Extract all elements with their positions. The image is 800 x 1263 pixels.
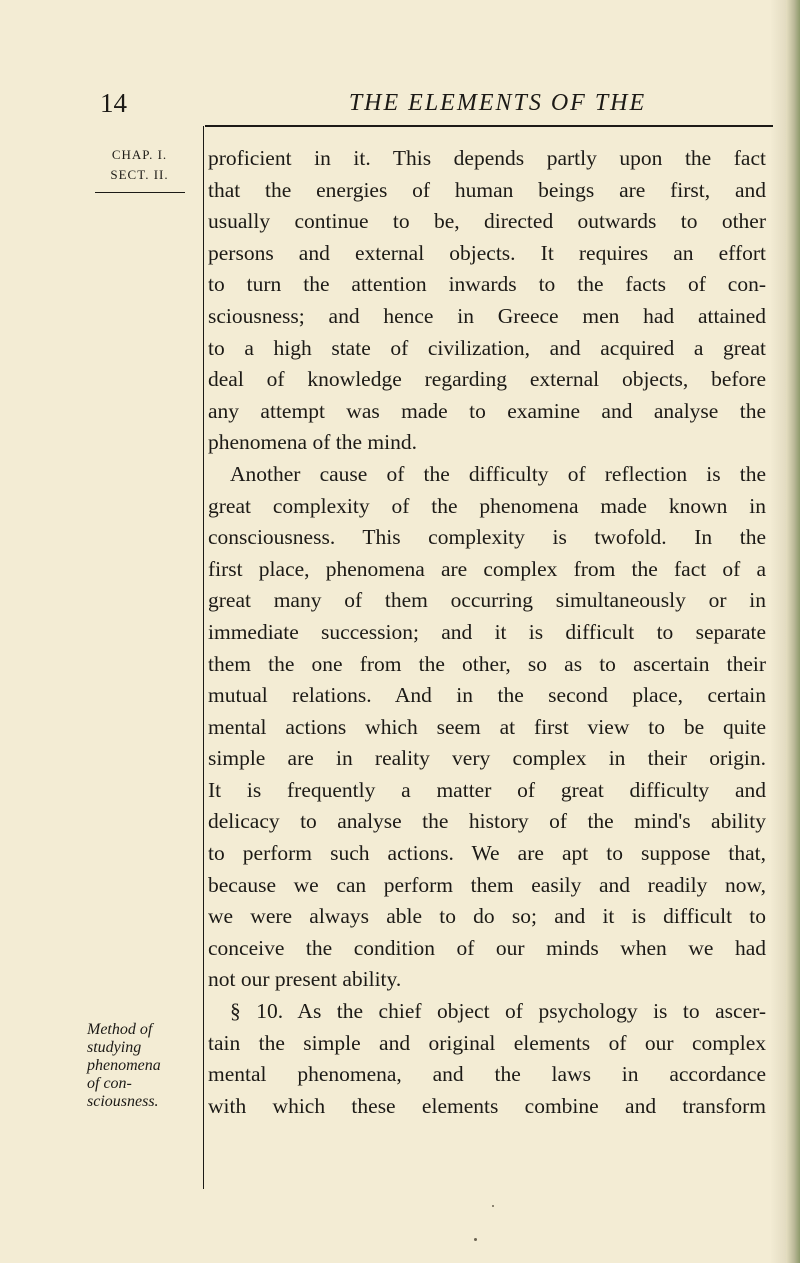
text-line: great complexity of the phenomena made known in bbox=[208, 493, 766, 518]
text-line: not our present ability. bbox=[208, 967, 402, 992]
text-line: § 10. As the chief object of psychology is to ascer- bbox=[230, 999, 766, 1024]
paper-speck bbox=[474, 1238, 477, 1241]
sidenote-line: sciousness. bbox=[87, 1093, 159, 1110]
sidenote-line: Method of bbox=[87, 1021, 153, 1038]
text-line: phenomena of the mind. bbox=[208, 430, 417, 455]
text-line: proficient in it. This depends partly upon the fact bbox=[208, 146, 766, 170]
text-line: mental phenomena, and the laws in accordance bbox=[208, 1062, 766, 1087]
text-line: persons and external objects. It requires an effort bbox=[208, 240, 766, 265]
column-rule bbox=[203, 126, 204, 1189]
page-number: 14 bbox=[100, 88, 127, 118]
sidenote-line: phenomena bbox=[87, 1057, 161, 1074]
running-head: THE ELEMENTS OF THE bbox=[348, 90, 647, 116]
text-line: sciousness; and hence in Greece men had attained bbox=[208, 303, 766, 328]
section-label: SECT. II. bbox=[110, 167, 169, 182]
text-line: to a high state of civilization, and acquired a great bbox=[208, 335, 766, 360]
margin-sidenote bbox=[87, 1021, 202, 1111]
text-line: tain the simple and original elements of our complex bbox=[208, 1030, 766, 1055]
chapter-label: CHAP. I. bbox=[111, 147, 168, 162]
paragraph bbox=[208, 459, 766, 996]
text-line: It is frequently a matter of great difficulty and bbox=[208, 777, 766, 802]
sidenote-line: studying bbox=[87, 1039, 142, 1056]
text-line: deal of knowledge regarding external objects, before bbox=[208, 367, 766, 392]
sidenote-line: of con- bbox=[87, 1075, 132, 1092]
text-line: that the energies of human beings are first, and bbox=[208, 177, 766, 202]
text-line: with which these elements combine and transform bbox=[208, 1093, 766, 1118]
text-line: conceive the condition of our minds when we had bbox=[208, 935, 766, 960]
body-text bbox=[208, 143, 766, 1122]
text-line: them the one from the other, so as to ascertain their bbox=[208, 651, 766, 676]
margin-column bbox=[82, 145, 197, 193]
scan-edge bbox=[786, 0, 800, 1263]
section-rule bbox=[95, 192, 185, 193]
text-line: consciousness. This complexity is twofold. In the bbox=[208, 525, 766, 550]
paper-speck bbox=[492, 1205, 494, 1207]
paragraph bbox=[208, 143, 766, 459]
text-line: mental actions which seem at first view to be quite bbox=[208, 714, 766, 739]
text-line: to perform such actions. We are apt to suppose that, bbox=[208, 841, 766, 866]
text-line: Another cause of the difficulty of reflection is the bbox=[230, 461, 766, 486]
paragraph bbox=[208, 996, 766, 1122]
text-line: because we can perform them easily and readily now, bbox=[208, 872, 766, 897]
text-line: delicacy to analyse the history of the mind's ability bbox=[208, 809, 766, 834]
header-rule bbox=[205, 125, 773, 127]
text-line: to turn the attention inwards to the facts of con- bbox=[208, 272, 766, 297]
page-header bbox=[0, 88, 800, 124]
text-line: any attempt was made to examine and analyse the bbox=[208, 398, 766, 423]
text-line: we were always able to do so; and it is difficult to bbox=[208, 904, 766, 929]
text-line: first place, phenomena are complex from the fact of a bbox=[208, 556, 766, 581]
text-line: great many of them occurring simultaneously or in bbox=[208, 588, 766, 613]
text-line: immediate succession; and it is difficult to separate bbox=[208, 619, 766, 644]
text-line: mutual relations. And in the second place, certain bbox=[208, 683, 766, 708]
text-line: usually continue to be, directed outwards to other bbox=[208, 209, 766, 234]
text-line: simple are in reality very complex in their origin. bbox=[208, 746, 766, 771]
